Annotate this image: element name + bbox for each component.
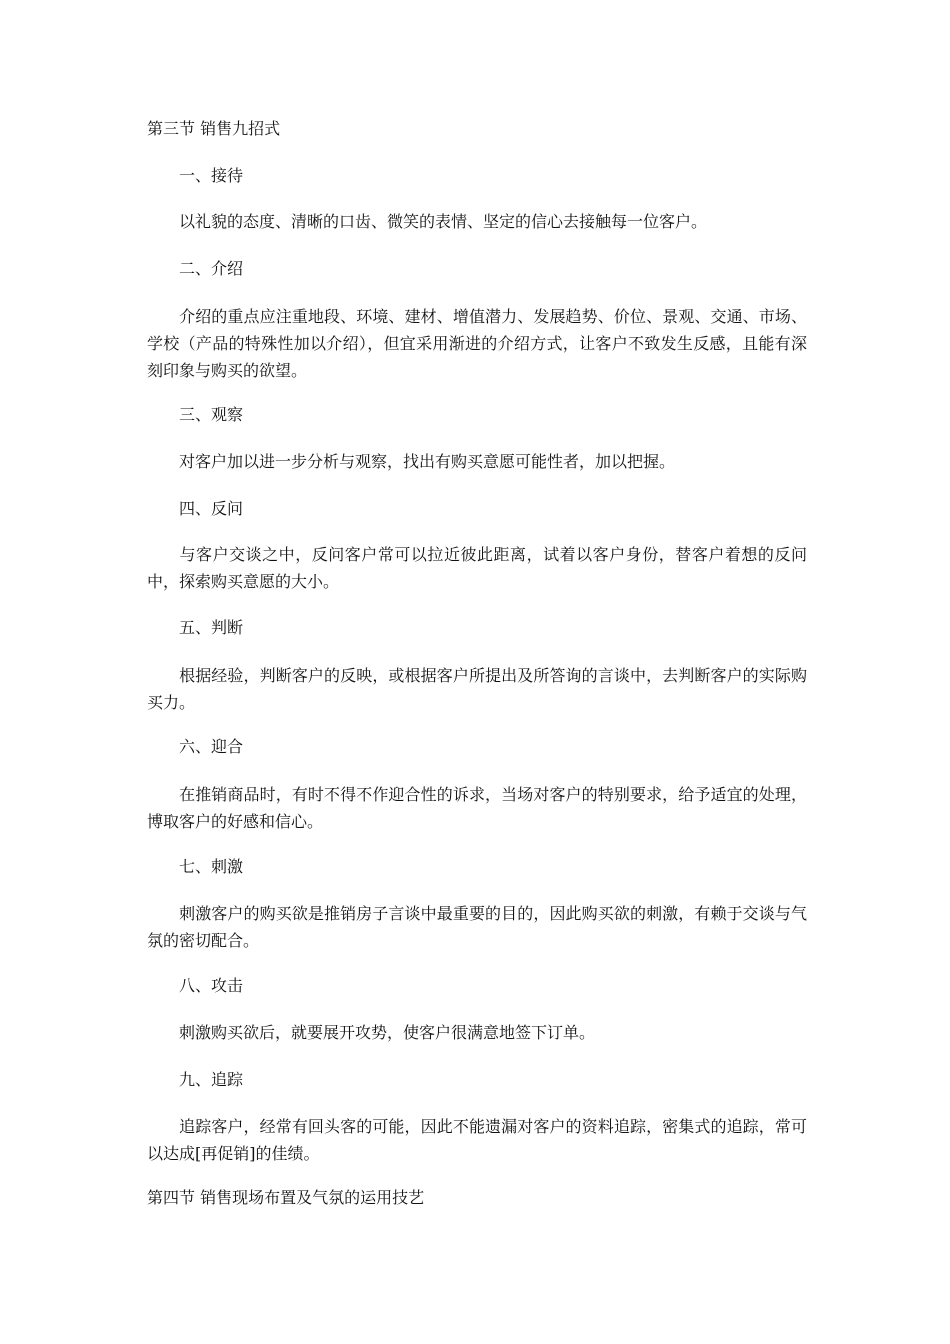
section-title-4: 第四节 销售现场布置及气氛的运用技艺 [147, 1188, 425, 1207]
item-body-7: 刺激客户的购买欲是推销房子言谈中最重要的目的，因此购买欲的刺激，有赖于交谈与气氛的密切配合。 [147, 904, 807, 950]
item-body-9: 追踪客户，经常有回头客的可能，因此不能遗漏对客户的资料追踪，密集式的追踪，常可以达成[再促销]的佳绩。 [147, 1117, 807, 1163]
item-heading-7: 七、刺激 [179, 857, 244, 876]
item-body-1: 以礼貌的态度、清晰的口齿、微笑的表情、坚定的信心去接触每一位客户。 [179, 212, 708, 231]
item-heading-2: 二、介绍 [179, 259, 244, 278]
item-heading-4: 四、反问 [179, 499, 244, 518]
item-body-5: 根据经验，判断客户的反映，或根据客户所提出及所答询的言谈中，去判断客户的实际购买力。 [147, 666, 807, 712]
item-body-6: 在推销商品时，有时不得不作迎合性的诉求，当场对客户的特别要求，给予适宜的处理，博取客户的好感和信心。 [147, 785, 807, 831]
item-heading-8: 八、攻击 [179, 976, 244, 995]
item-body-8: 刺激购买欲后，就要展开攻势，使客户很满意地签下订单。 [179, 1023, 596, 1042]
item-body-4: 与客户交谈之中，反问客户常可以拉近彼此距离，试着以客户身份，替客户着想的反问中，探索购买意愿的大小。 [147, 545, 807, 591]
item-heading-1: 一、接待 [179, 166, 244, 185]
item-heading-3: 三、观察 [179, 405, 244, 424]
item-body-2: 介绍的重点应注重地段、环境、建材、增值潜力、发展趋势、价位、景观、交通、市场、学校（产品的特殊性加以介绍），但宜采用渐进的介绍方式，让客户不致发生反感，且能有深刻印象与购买的欲望。 [147, 307, 807, 380]
section-title-3: 第三节 销售九招式 [147, 119, 281, 138]
item-heading-6: 六、迎合 [179, 737, 244, 756]
item-heading-9: 九、追踪 [179, 1070, 244, 1089]
item-heading-5: 五、判断 [179, 618, 244, 637]
item-body-3: 对客户加以进一步分析与观察，找出有购买意愿可能性者，加以把握。 [179, 452, 676, 471]
